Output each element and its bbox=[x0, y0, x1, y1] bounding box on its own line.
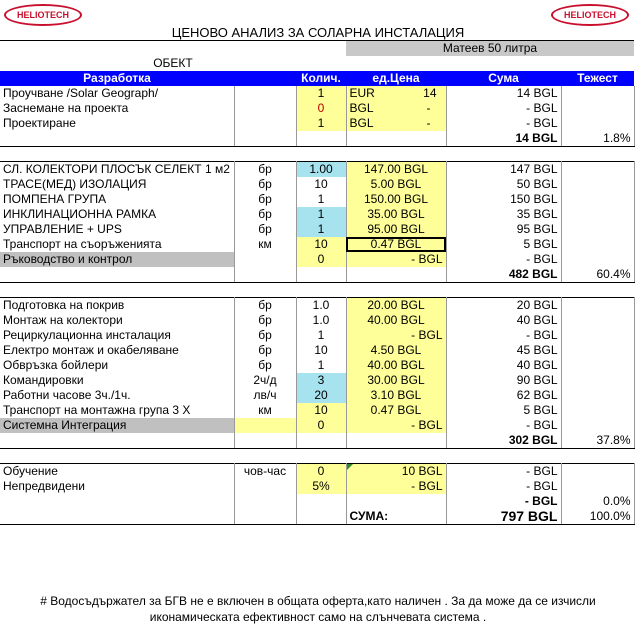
table-row[interactable]: Командировки 2ч/д 3 30.00 BGL 90 BGL bbox=[0, 373, 634, 388]
table-row[interactable]: Заснемане на проекта 0 BGL - - BGL bbox=[0, 101, 634, 116]
table-row[interactable]: Непредвидени 5% - BGL - BGL bbox=[0, 479, 634, 494]
selected-cell[interactable]: 0.47 BGL bbox=[346, 237, 446, 252]
table-row[interactable]: ТРАСЕ(МЕД) ИЗОЛАЦИЯ бр 10 5.00 BGL 50 BGL bbox=[0, 177, 634, 192]
table-row[interactable]: ИНКЛИНАЦИОННА РАМКА бр 1 35.00 BGL 35 BGL bbox=[0, 207, 634, 222]
table-row[interactable]: Подготовка на покрив бр 1.0 20.00 BGL 20 BGL bbox=[0, 298, 634, 314]
header-unit-price: ед.Цена bbox=[346, 71, 446, 86]
price-table bbox=[0, 40, 635, 525]
header-sum: Сума bbox=[446, 71, 561, 86]
table-row[interactable]: Рециркулационна инсталация бр 1 - BGL - BGL bbox=[0, 328, 634, 343]
table-row[interactable]: Монтаж на колектори бр 1.0 40.00 BGL 40 BGL bbox=[0, 313, 634, 328]
table-row[interactable]: Обвръзка бойлери бр 1 40.00 BGL 40 BGL bbox=[0, 358, 634, 373]
grand-total-row: СУМА: 797 BGL 100.0% bbox=[0, 509, 634, 525]
table-row[interactable]: Транспорт на монтажна група 3 X км 10 0.47 BGL 5 BGL bbox=[0, 403, 634, 418]
page-title: ЦЕНОВО АНАЛИЗ ЗА СОЛАРНА ИНСТАЛАЦИЯ bbox=[171, 25, 465, 40]
table-row[interactable]: УПРАВЛЕНИЕ + UPS бр 1 95.00 BGL 95 BGL bbox=[0, 222, 634, 237]
table-row[interactable]: Транспорт на съоръженията км 10 0.47 BGL 5 BGL bbox=[0, 237, 634, 252]
table-row[interactable]: Работни часове 3ч./1ч. лв/ч 20 3.10 BGL 62 BGL bbox=[0, 388, 634, 403]
section-total-row: 482 BGL 60.4% bbox=[0, 267, 634, 283]
heliotech-logo-right: HELIOTECH bbox=[551, 4, 629, 26]
header-weight: Тежест bbox=[561, 71, 634, 86]
header-row bbox=[0, 71, 634, 86]
table-row[interactable]: Проучване /Solar Geograph/ 1 EUR 14 14 BGL bbox=[0, 86, 634, 101]
comment-indicator-icon bbox=[347, 464, 353, 470]
section-total-row: 302 BGL 37.8% bbox=[0, 433, 634, 449]
table-row[interactable]: ПОМПЕНА ГРУПА бр 1 150.00 BGL 150 BGL bbox=[0, 192, 634, 207]
table-row[interactable]: Електро монтаж и окабеляване бр 10 4.50 BGL 45 BGL bbox=[0, 343, 634, 358]
project-name-cell[interactable]: Матеев 50 литра bbox=[346, 41, 634, 57]
table-row[interactable]: Системна Интеграция 0 - BGL - BGL bbox=[0, 418, 634, 433]
header-qty: Колич. bbox=[296, 71, 346, 86]
object-label: ОБЕКТ bbox=[153, 56, 193, 70]
table-row[interactable]: СЛ. КОЛЕКТОРИ ПЛОСЪК СЕЛЕКТ 1 м2 бр 1.00 147.00 BGL 147 BGL bbox=[0, 162, 634, 178]
heliotech-logo-left: HELIOTECH bbox=[4, 4, 82, 26]
header-work: Разработка bbox=[0, 71, 234, 86]
footnote: # Водосъдържател за БГВ не е включен в общата оферта,като наличен . За да може да се изчисли иконамическата ефективност само на слънчевата система . bbox=[40, 594, 596, 624]
section-total-row: 14 BGL 1.8% bbox=[0, 131, 634, 147]
table-row[interactable]: Обучение чов-час 0 10 BGL - BGL bbox=[0, 464, 634, 480]
table-row[interactable]: Проектиране 1 BGL - - BGL bbox=[0, 116, 634, 131]
table-row[interactable]: Ръководство и контрол 0 - BGL - BGL bbox=[0, 252, 634, 267]
section-total-row: - BGL 0.0% bbox=[0, 494, 634, 509]
